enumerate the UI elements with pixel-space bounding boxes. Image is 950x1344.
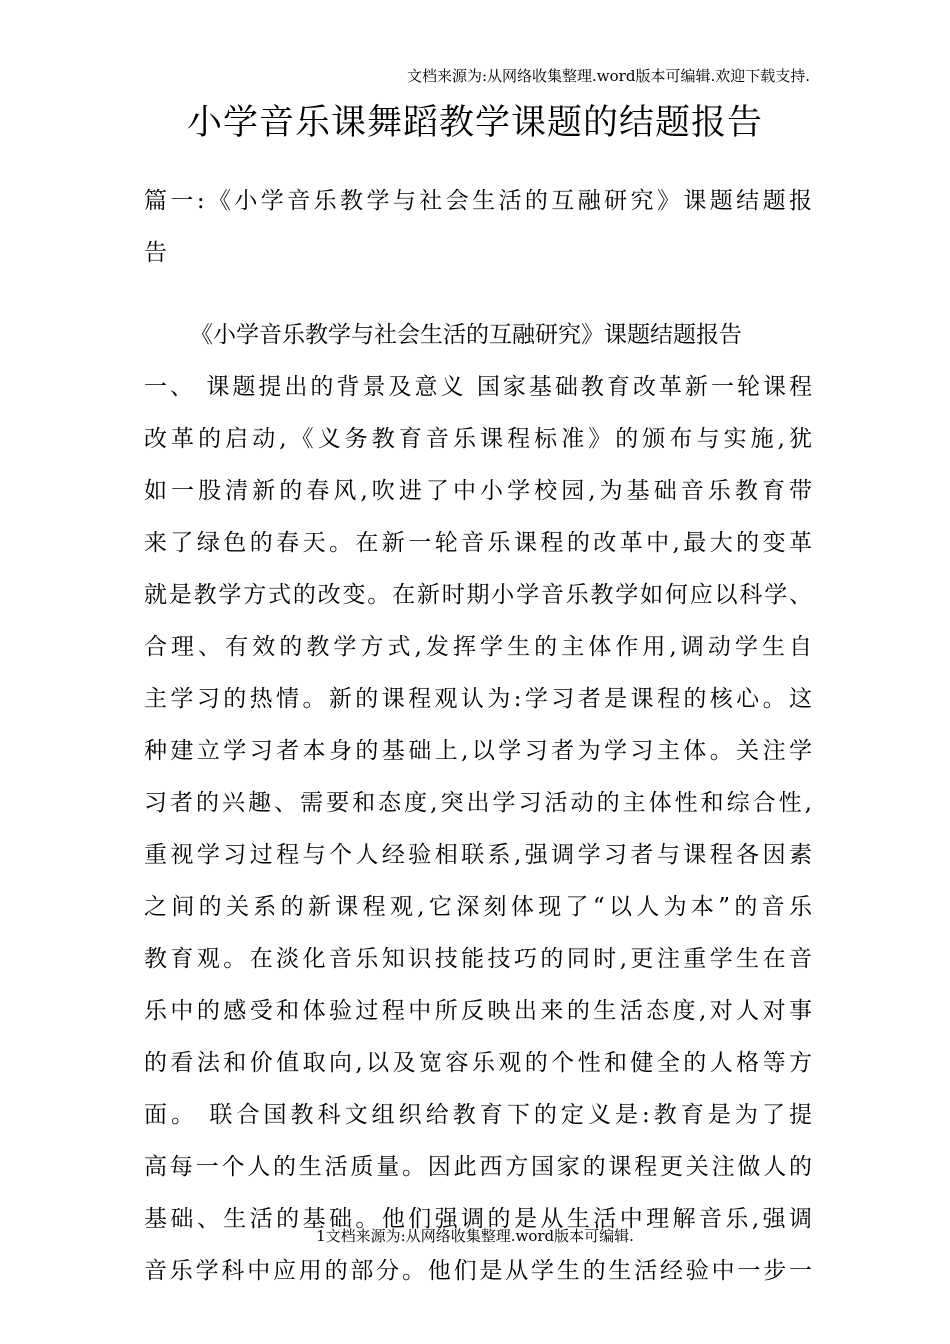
body-line: 之间的关系的新课程观,它深刻体现了“以人为本”的音乐 <box>144 894 812 920</box>
page-header-note: 文档来源为:从网络收集整理.word版本可编辑.欢迎下载支持. <box>406 67 810 85</box>
document-title: 小学音乐课舞蹈教学课题的结题报告 <box>186 103 763 143</box>
body-line: 重视学习过程与个人经验相联系,强调学习者与课程各因素 <box>144 842 812 868</box>
body-line: 基础、生活的基础。他们强调的是从生活中理解音乐,强调 <box>144 1206 812 1232</box>
body-line: 教育观。在淡化音乐知识技能技巧的同时,更注重学生在音 <box>144 946 812 972</box>
report-subtitle-line: 《小学音乐教学与社会生活的互融研究》课题结题报告 <box>190 322 742 348</box>
page-footer-note: 1文档来源为:从网络收集整理.word版本可编辑. <box>316 1227 634 1245</box>
body-line: 乐中的感受和体验过程中所反映出来的生活态度,对人对事 <box>144 998 812 1024</box>
body-line: 一、 课题提出的背景及意义 国家基础教育改革新一轮课程 <box>144 374 812 400</box>
document-body <box>144 175 812 1297</box>
section-heading-line-2: 告 <box>144 240 167 266</box>
body-line: 面。 联合国教科文组织给教育下的定义是:教育是为了提 <box>144 1102 812 1128</box>
body-line: 如一股清新的春风,吹进了中小学校园,为基础音乐教育带 <box>144 478 812 504</box>
body-line: 合理、有效的教学方式,发挥学生的主体作用,调动学生自 <box>144 634 812 660</box>
body-line: 音乐学科中应用的部分。他们是从学生的生活经验中一步一 <box>144 1258 812 1284</box>
paragraph-gap <box>144 279 812 309</box>
body-line: 来了绿色的春天。在新一轮音乐课程的改革中,最大的变革 <box>144 530 812 556</box>
section-heading-line-1: 篇一:《小学音乐教学与社会生活的互融研究》课题结题报 <box>144 188 812 214</box>
body-line: 的看法和价值取向,以及宽容乐观的个性和健全的人格等方 <box>144 1050 812 1076</box>
body-line: 就是教学方式的改变。在新时期小学音乐教学如何应以科学、 <box>144 582 812 608</box>
body-line: 种建立学习者本身的基础上,以学习者为学习主体。关注学 <box>144 738 812 764</box>
body-line: 主学习的热情。新的课程观认为:学习者是课程的核心。这 <box>144 686 812 712</box>
body-line: 高每一个人的生活质量。因此西方国家的课程更关注做人的 <box>144 1154 812 1180</box>
body-line: 改革的启动,《义务教育音乐课程标准》的颁布与实施,犹 <box>144 426 812 452</box>
body-line: 习者的兴趣、需要和态度,突出学习活动的主体性和综合性, <box>144 790 812 816</box>
